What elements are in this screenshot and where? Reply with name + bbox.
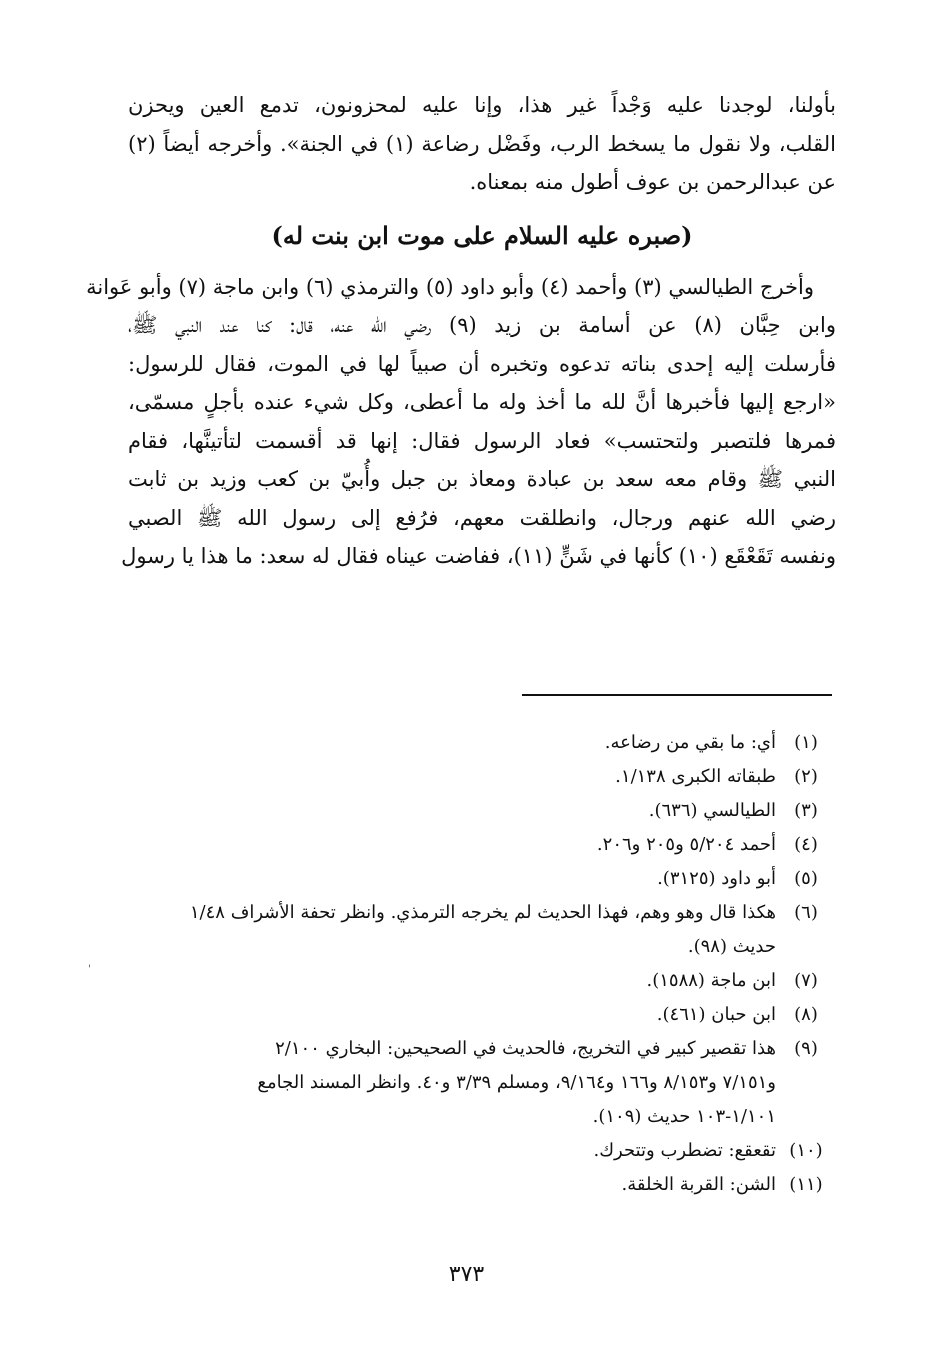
text-line: القلب، ولا نقول ما يسخط الرب، وفَضْل رضاعة (١) في الجنة». وأخرجه أيضاً (٢) xyxy=(128,131,836,156)
main-text xyxy=(86,86,836,576)
footnote-text xyxy=(128,828,776,862)
text-line: فأرسلت إليه إحدى بناته تدعوه وتخبره أن صبياً لها في الموت، فقال للرسول: xyxy=(128,351,836,376)
footnote-line: طبقاته الكبرى ١/١٣٨. xyxy=(615,766,776,787)
footnote-number: (١٠) xyxy=(789,1140,823,1161)
text-line: رضي الله عنهم ورجال، وانطلقت معهم، فرُفع إلى رسول الله ﷺ الصبي xyxy=(128,505,836,530)
footnote-item xyxy=(128,794,836,828)
footnote-number: (٨) xyxy=(794,1004,818,1025)
footnote-number: (٥) xyxy=(794,868,818,889)
footnote-item xyxy=(128,998,836,1032)
footnote-number: (٤) xyxy=(794,834,818,855)
footnotes xyxy=(128,726,836,1202)
margin-mark: ' xyxy=(88,964,91,975)
footnote-text xyxy=(128,964,776,998)
footnote-number: (١) xyxy=(794,732,818,753)
text-line: النبي ﷺ وقام معه سعد بن عبادة ومعاذ بن جبل وأُبيّ بن كعب وزيد بن ثابت xyxy=(128,467,836,491)
footnote-number: (٣) xyxy=(794,800,818,821)
footnote-item xyxy=(128,862,836,896)
footnote-number: (٩) xyxy=(794,1038,818,1059)
footnote-text xyxy=(128,1134,776,1168)
text-line: وأخرج الطيالسي (٣) وأحمد (٤) وأبو داود (٥) والترمذي (٦) وابن ماجة (٧) وأبو عَوانة xyxy=(86,274,814,299)
footnote-line: أبو داود (٣١٢٥). xyxy=(657,868,776,889)
text-line: «ارجع إليها فأخبرها أنَّ لله ما أخذ وله ما أعطى، وكل شيء عنده بأجلٍ مسمّى، xyxy=(128,390,836,414)
footnote-line: أحمد ٥/٢٠٤ و٢٠٥ و٢٠٦. xyxy=(596,834,776,855)
footnote-line: الشن: القربة الخلقة. xyxy=(621,1174,776,1195)
footnote-number: (١١) xyxy=(789,1174,823,1195)
footnote-line: الطيالسي (٦٣٦). xyxy=(648,800,776,821)
page-number: ٣٧٣ xyxy=(448,1262,485,1287)
footnote-line: هذا تقصير كبير في التخريج، فالحديث في الصحيحين: البخاري ٢/١٠٠ xyxy=(275,1038,776,1059)
footnote-line: هكذا قال وهو وهم، فهذا الحديث لم يخرجه الترمذي. وانظر تحفة الأشراف ١/٤٨ xyxy=(189,902,776,923)
footnote-item xyxy=(128,1168,836,1202)
paragraph-1 xyxy=(128,86,836,202)
footnote-number: (٦) xyxy=(794,902,818,923)
footnote-line: أي: ما بقي من رضاعه. xyxy=(604,732,776,753)
footnote-item xyxy=(128,760,836,794)
text-line: وابن حِبَّان (٨) عن أسامة بن زيد (٩) رضي الله عنه، قال: كنا عند النبي ﷺ، xyxy=(128,313,836,337)
footnote-number: (٢) xyxy=(794,766,818,787)
footnote-item xyxy=(128,896,836,964)
footnote-line: ابن حبان (٤٦١). xyxy=(656,1004,776,1025)
footnote-text xyxy=(128,726,776,760)
text-line: ونفسه تَقَعْقَع (١٠) كأنها في شَنٍّ (١١)، ففاضت عيناه فقال له سعد: ما هذا يا رسول xyxy=(121,544,836,568)
footnote-item xyxy=(128,964,836,998)
section-heading: (صبره عليه السلام على موت ابن بنت له) xyxy=(271,220,693,250)
footnote-text xyxy=(128,1032,776,1134)
footnote-number: (٧) xyxy=(794,970,818,991)
footnote-item xyxy=(128,1032,836,1134)
footnote-line: ١/١٠١-١٠٣ حديث (١٠٩). xyxy=(592,1106,776,1127)
paragraph-2 xyxy=(86,268,836,576)
footnote-line: تقعقع: تضطرب وتتحرك. xyxy=(593,1140,776,1161)
footnote-separator xyxy=(522,694,832,696)
footnote-text xyxy=(128,1168,776,1202)
footnote-line: ابن ماجة (١٥٨٨). xyxy=(646,970,776,991)
footnote-item xyxy=(128,726,836,760)
footnote-text xyxy=(128,760,776,794)
text-line: بأولنا، لوجدنا عليه وَجْداً غير هذا، وإنا عليه لمحزونون، تدمع العين ويحزن xyxy=(128,93,836,117)
footnote-item xyxy=(128,1134,836,1168)
footnote-text xyxy=(128,862,776,896)
footnote-line: حديث (٩٨). xyxy=(687,936,776,957)
footnote-item xyxy=(128,828,836,862)
footnote-line: و٧/١٥١ و٨/١٥٣ و١٦٦ و٩/١٦٤، ومسلم ٣/٣٩ و٤٠. وانظر المسند الجامع xyxy=(257,1072,776,1093)
text-line: عن عبدالرحمن بن عوف أطول منه بمعناه. xyxy=(469,170,836,194)
footnote-text xyxy=(128,794,776,828)
footnote-text xyxy=(128,998,776,1032)
text-line: فمرها فلتصبر ولتحتسب» فعاد الرسول فقال: إنها قد أقسمت لتأتينَّها، فقام xyxy=(128,428,836,453)
footnote-text xyxy=(128,896,776,964)
